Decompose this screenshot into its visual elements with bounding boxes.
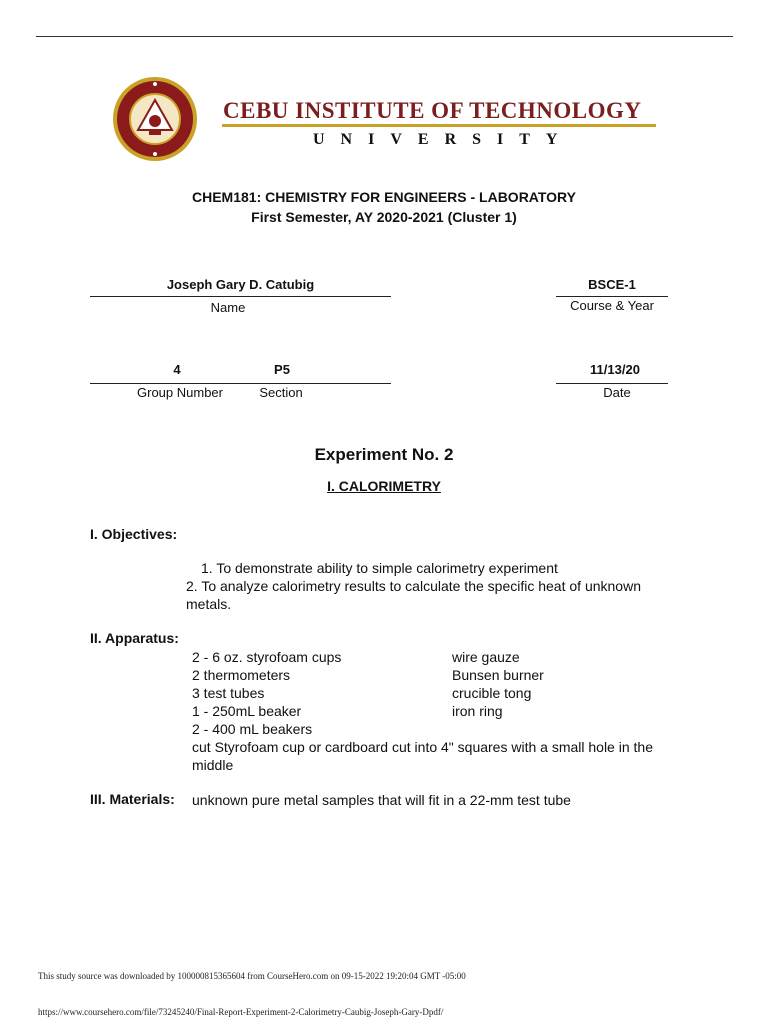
materials-heading: III. Materials: — [90, 791, 175, 807]
university-subtitle: UNIVERSITY — [313, 131, 574, 148]
group-number-label: Group Number — [137, 385, 223, 400]
apparatus-item: crucible tong — [452, 685, 532, 701]
course-title: CHEM181: CHEMISTRY FOR ENGINEERS - LABORATORY — [191, 189, 576, 205]
materials-text: unknown pure metal samples that will fit in a 22-mm test tube — [192, 792, 571, 808]
date-label: Date — [603, 385, 631, 400]
apparatus-note: cut Styrofoam cup or cardboard cut into 4" squares with a small hole in the — [192, 739, 653, 755]
section-value: P5 — [274, 362, 290, 377]
objective-item-2: 2. To analyze calorimetry results to calculate the specific heat of unknown — [186, 578, 641, 594]
name-underline — [90, 296, 391, 297]
apparatus-item: iron ring — [452, 703, 503, 719]
course-semester: First Semester, AY 2020-2021 (Cluster 1) — [251, 209, 517, 225]
section-label: Section — [259, 385, 303, 400]
objectives-heading: I. Objectives: — [90, 526, 178, 542]
date-underline — [556, 383, 668, 384]
experiment-part-heading: I. CALORIMETRY — [327, 478, 441, 494]
apparatus-item: 2 - 400 mL beakers — [192, 721, 313, 737]
download-note: This study source was downloaded by 100000815365604 from CourseHero.com on 09-15-2022 19:20:04 GMT -05:00 — [38, 971, 466, 981]
university-name: CEBU INSTITUTE OF TECHNOLOGY — [223, 98, 642, 123]
objective-item-1: 1. To demonstrate ability to simple calorimetry experiment — [201, 560, 558, 576]
apparatus-item: 3 test tubes — [192, 685, 265, 701]
header-gold-underline — [222, 124, 656, 127]
objective-item-2-cont: metals. — [186, 596, 232, 612]
top-divider — [36, 36, 733, 37]
date-value: 11/13/20 — [590, 362, 640, 377]
university-seal-logo — [112, 76, 198, 162]
apparatus-item: 2 thermometers — [192, 667, 291, 683]
source-url-link[interactable]: https://www.coursehero.com/file/73245240/Final-Report-Experiment-2-Calorimetry-Caubig-Joseph-Gary-Dpdf/ — [38, 1007, 444, 1017]
experiment-title: Experiment No. 2 — [314, 445, 454, 464]
apparatus-item: Bunsen burner — [452, 667, 544, 683]
group-number-value: 4 — [173, 362, 181, 377]
apparatus-item: 2 - 6 oz. styrofoam cups — [192, 649, 342, 665]
course-year-underline — [556, 296, 668, 297]
course-year-label: Course & Year — [570, 298, 654, 313]
apparatus-item: wire gauze — [452, 649, 520, 665]
course-year-value: BSCE-1 — [588, 277, 636, 292]
apparatus-item: 1 - 250mL beaker — [192, 703, 302, 719]
group-section-underline — [90, 383, 391, 384]
name-label: Name — [210, 300, 246, 315]
name-value: Joseph Gary D. Catubig — [166, 277, 315, 292]
apparatus-heading: II. Apparatus: — [90, 630, 179, 646]
apparatus-note-cont: middle — [192, 757, 234, 773]
